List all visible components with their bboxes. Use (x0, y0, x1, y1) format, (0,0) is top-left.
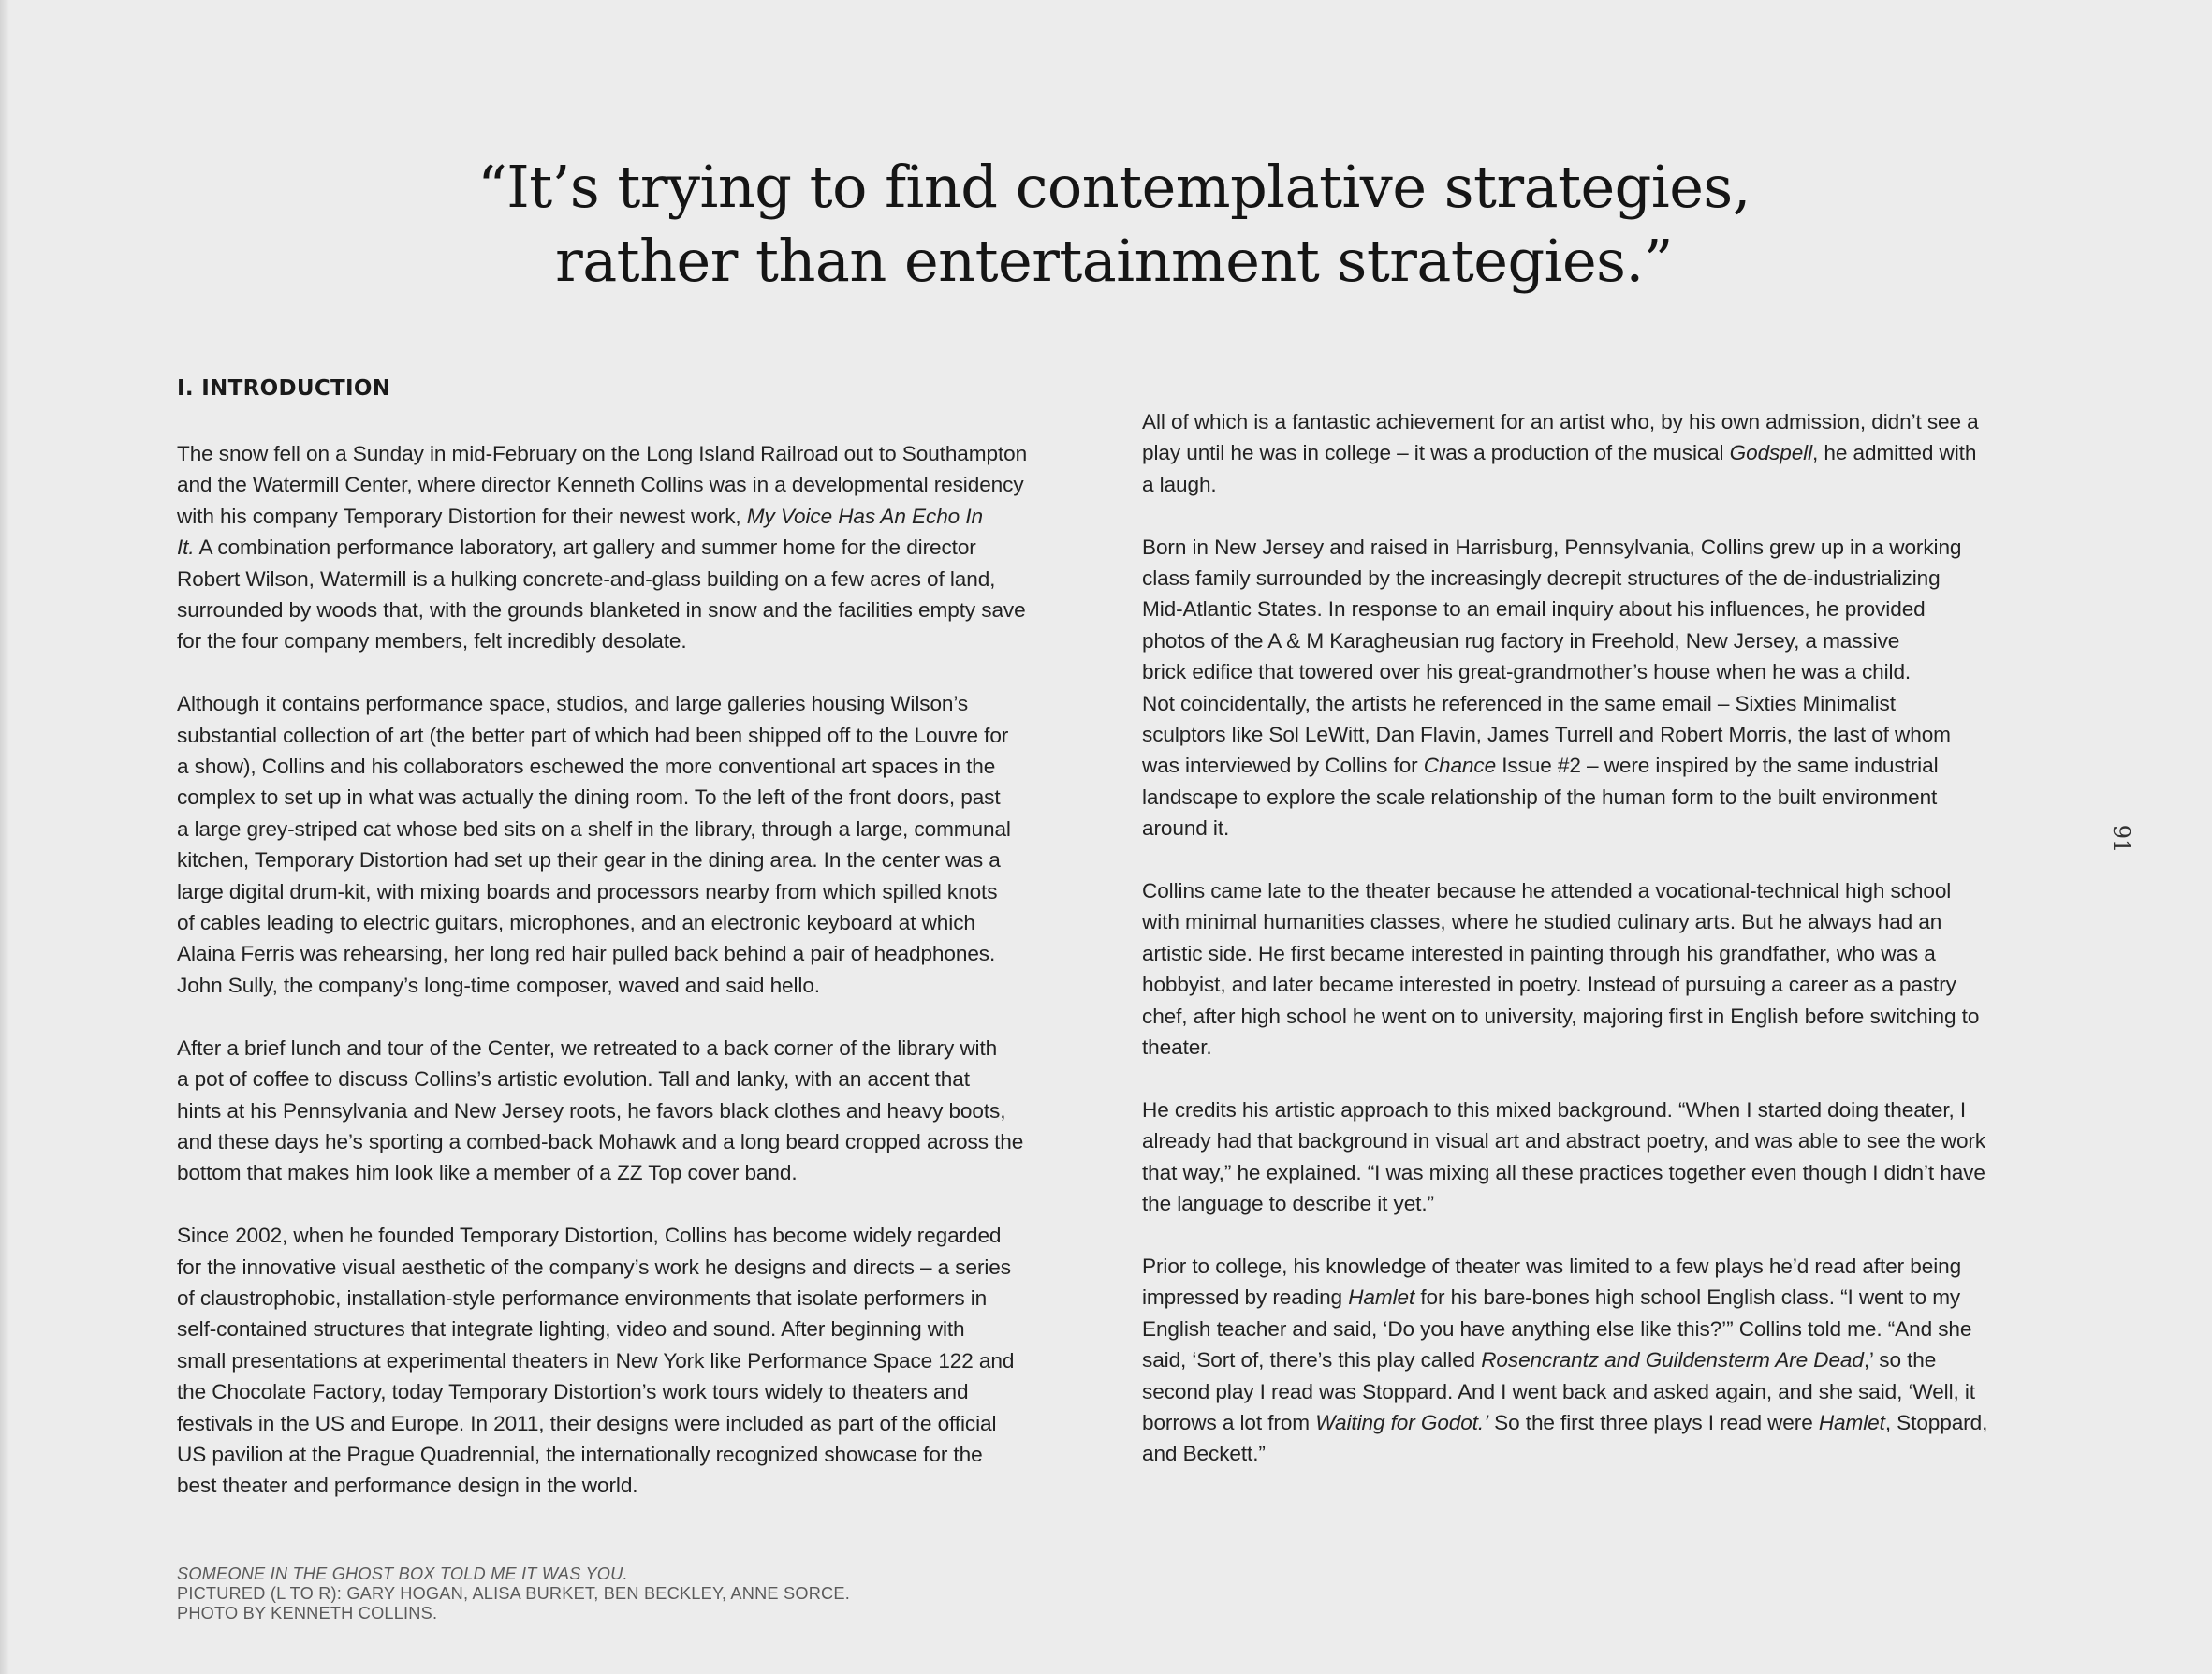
text-line: for the innovative visual aesthetic of the company’s work he designs and directs – a series (177, 1255, 1011, 1279)
text-line: photos of the A & M Karagheusian rug factory in Freehold, New Jersey, a massive (1142, 628, 1900, 653)
text-line: best theater and performance design in the world. (177, 1474, 638, 1498)
paragraph (177, 1033, 1076, 1189)
text-line: The snow fell on a Sunday in mid-February on the Long Island Railroad out to Southampton (177, 442, 1028, 465)
text-line: kitchen, Temporary Distortion had set up their gear in the dining area. In the center was a (177, 848, 1001, 873)
text-run: impressed by reading (1142, 1285, 1349, 1310)
text-line: around it. (1142, 816, 1230, 841)
paragraph (177, 1220, 1076, 1502)
text-line: a show), Collins and his collaborators eschewed the more conventional art spaces in the (177, 755, 996, 779)
caption-credit: PHOTO BY KENNETH COLLINS. (177, 1604, 438, 1623)
work-title: Hamlet (1818, 1410, 1885, 1434)
text-line (1142, 1407, 2041, 1438)
paragraph (1142, 406, 2041, 500)
text-line (177, 501, 1076, 532)
text-line: for the four company members, felt incredibly desolate. (177, 629, 687, 653)
text-line: the language to describe it yet.” (1142, 1192, 1434, 1216)
section-heading: I. INTRODUCTION (177, 376, 391, 401)
right-column (1142, 406, 2041, 1470)
text-line: with minimal humanities classes, where he studied culinary arts. But he always had an (1142, 910, 1942, 934)
text-run: said, ‘Sort of, there’s this play called (1142, 1348, 1482, 1373)
text-line: English teacher and said, ‘Do you have anything else like this?’” Collins told me. “And she (1142, 1316, 1972, 1341)
text-line: a pot of coffee to discuss Collins’s artistic evolution. Tall and lanky, with an accent that (177, 1067, 970, 1092)
page-spine (0, 0, 9, 1674)
text-line: artistic side. He first became interested in painting through his grandfather, who was a (1142, 941, 1936, 965)
work-title: Rosencrantz and Guildensterm Are Dead (1481, 1348, 1864, 1373)
text-line: Although it contains performance space, studios, and large galleries housing Wilson’s (177, 692, 969, 716)
text-run: for his bare-bones high school English class. “I went to my (1414, 1285, 1961, 1310)
text-run: Issue #2 – were inspired by the same industrial (1496, 754, 1939, 778)
paragraph (177, 438, 1076, 657)
work-title: Chance (1423, 754, 1497, 778)
text-line: bottom that makes him look like a member of a ZZ Top cover band. (177, 1161, 798, 1185)
work-title: It. (177, 536, 195, 560)
text-line: Alaina Ferris was rehearsing, her long red hair pulled back behind a pair of headphones. (177, 942, 996, 966)
text-line: complex to set up in what was actually the dining room. To the left of the front doors, past (177, 786, 1001, 810)
text-line: a laugh. (1142, 472, 1217, 496)
text-line: US pavilion at the Prague Quadrennial, the internationally recognized showcase for the (177, 1442, 983, 1466)
work-title: Hamlet (1348, 1285, 1415, 1310)
text-run: was interviewed by Collins for (1142, 754, 1424, 778)
text-run: A combination performance laboratory, art gallery and summer home for the director (194, 536, 976, 560)
text-line: substantial collection of art (the better part of which had been shipped off to the Louvre for (177, 723, 1009, 747)
text-run: with his company Temporary Distortion for their newest work, (177, 504, 747, 528)
text-line: of claustrophobic, installation-style performance environments that isolate performers in (177, 1285, 988, 1310)
text-line: festivals in the US and Europe. In 2011, their designs were included as part of the official (177, 1411, 997, 1435)
text-line: the Chocolate Factory, today Temporary Distortion’s work tours widely to theaters and (177, 1380, 969, 1404)
work-title: Godspell (1729, 441, 1813, 465)
text-line: already had that background in visual art and abstract poetry, and was able to see the work (1142, 1129, 1986, 1153)
text-line: self-contained structures that integrate lighting, video and sound. After beginning with (177, 1317, 965, 1342)
text-line: brick edifice that towered over his great-grandmother’s house when he was a child. (1142, 660, 1912, 684)
pull-quote-line: rather than entertainment strategies.” (555, 227, 1673, 295)
work-title: My Voice Has An Echo In (746, 504, 983, 528)
text-line: Since 2002, when he founded Temporary Distortion, Collins has become widely regarded (177, 1224, 1002, 1248)
text-line: Mid-Atlantic States. In response to an email inquiry about his influences, he provided (1142, 597, 1926, 622)
text-line: second play I read was Stoppard. And I went back and asked again, and she said, ‘Well, it (1142, 1379, 1975, 1403)
text-line: John Sully, the company’s long-time composer, waved and said hello. (177, 973, 820, 997)
text-line: Not coincidentally, the artists he referenced in the same email – Sixties Minimalist (1142, 691, 1896, 715)
text-line: and the Watermill Center, where director Kenneth Collins was in a developmental residency (177, 473, 1024, 497)
text-line: All of which is a fantastic achievement for an artist who, by his own admission, didn’t see a (1142, 410, 1979, 433)
text-run: , he admitted with (1812, 441, 1977, 465)
text-line: and Beckett.” (1142, 1442, 1266, 1466)
paragraph (1142, 875, 2041, 1063)
text-line: He credits his artistic approach to this mixed background. “When I started doing theater, I (1142, 1097, 1967, 1122)
text-line: a large grey-striped cat whose bed sits on a shelf in the library, through a large, communal (177, 816, 1011, 841)
text-run: ,’ so the (1863, 1348, 1937, 1373)
text-line (1142, 750, 2041, 781)
paragraph (1142, 1251, 2041, 1470)
text-line (1142, 1282, 2041, 1313)
text-line: landscape to explore the scale relationship of the human form to the built environment (1142, 785, 1938, 809)
page-number: 91 (2108, 824, 2134, 854)
text-line: surrounded by woods that, with the grounds blanketed in snow and the facilities empty save (177, 598, 1026, 623)
pull-quote-line: “It’s trying to find contemplative strategies, (477, 153, 1751, 221)
text-line (1142, 437, 2041, 468)
text-line (1142, 1344, 2041, 1375)
text-line: Robert Wilson, Watermill is a hulking concrete-and-glass building on a few acres of land, (177, 566, 996, 591)
pull-quote (356, 150, 1872, 298)
text-line: class family surrounded by the increasingly decrepit structures of the de-industrializing (1142, 566, 1941, 591)
text-line: Prior to college, his knowledge of theater was limited to a few plays he’d read after being (1142, 1254, 1962, 1278)
text-line: chef, after high school he went on to university, majoring first in English before switching to (1142, 1004, 1980, 1028)
text-line: After a brief lunch and tour of the Center, we retreated to a back corner of the library with (177, 1035, 998, 1060)
text-line: and these days he’s sporting a combed-back Mohawk and a long beard cropped across the (177, 1129, 1024, 1153)
left-column (177, 438, 1076, 1502)
text-line: theater. (1142, 1035, 1212, 1060)
text-line: Born in New Jersey and raised in Harrisburg, Pennsylvania, Collins grew up in a working (1142, 535, 1962, 559)
text-line: hints at his Pennsylvania and New Jersey roots, he favors black clothes and heavy boots, (177, 1098, 1006, 1123)
caption-pictured: PICTURED (L TO R): GARY HOGAN, ALISA BURKET, BEN BECKLEY, ANNE SORCE. (177, 1584, 850, 1604)
text-line: that way,” he explained. “I was mixing all these practices together even though I didn’t have (1142, 1160, 1985, 1184)
paragraph (1142, 532, 2041, 844)
paragraph (1142, 1094, 2041, 1220)
text-line: sculptors like Sol LeWitt, Dan Flavin, James Turrell and Robert Morris, the last of whom (1142, 723, 1951, 747)
text-line: large digital drum-kit, with mixing boards and processors nearby from which spilled knots (177, 879, 998, 903)
text-run: borrows a lot from (1142, 1410, 1316, 1434)
text-line (177, 532, 1076, 563)
text-run: , Stoppard, (1884, 1410, 1988, 1434)
text-line: Collins came late to the theater because he attended a vocational-technical high school (1142, 879, 1952, 903)
text-run: play until he was in college – it was a production of the musical (1142, 441, 1730, 465)
text-line: of cables leading to electric guitars, microphones, and an electronic keyboard at which (177, 911, 975, 935)
text-line: small presentations at experimental theaters in New York like Performance Space 122 and (177, 1348, 1015, 1373)
caption-title: SOMEONE IN THE GHOST BOX TOLD ME IT WAS YOU. (177, 1564, 628, 1583)
paragraph (177, 688, 1076, 1001)
text-run: So the first three plays I read were (1487, 1410, 1819, 1434)
photo-caption (177, 1564, 850, 1624)
text-line: hobbyist, and later became interested in poetry. Instead of pursuing a career as a pastry (1142, 973, 1956, 997)
work-title: Waiting for Godot.’ (1315, 1410, 1488, 1434)
